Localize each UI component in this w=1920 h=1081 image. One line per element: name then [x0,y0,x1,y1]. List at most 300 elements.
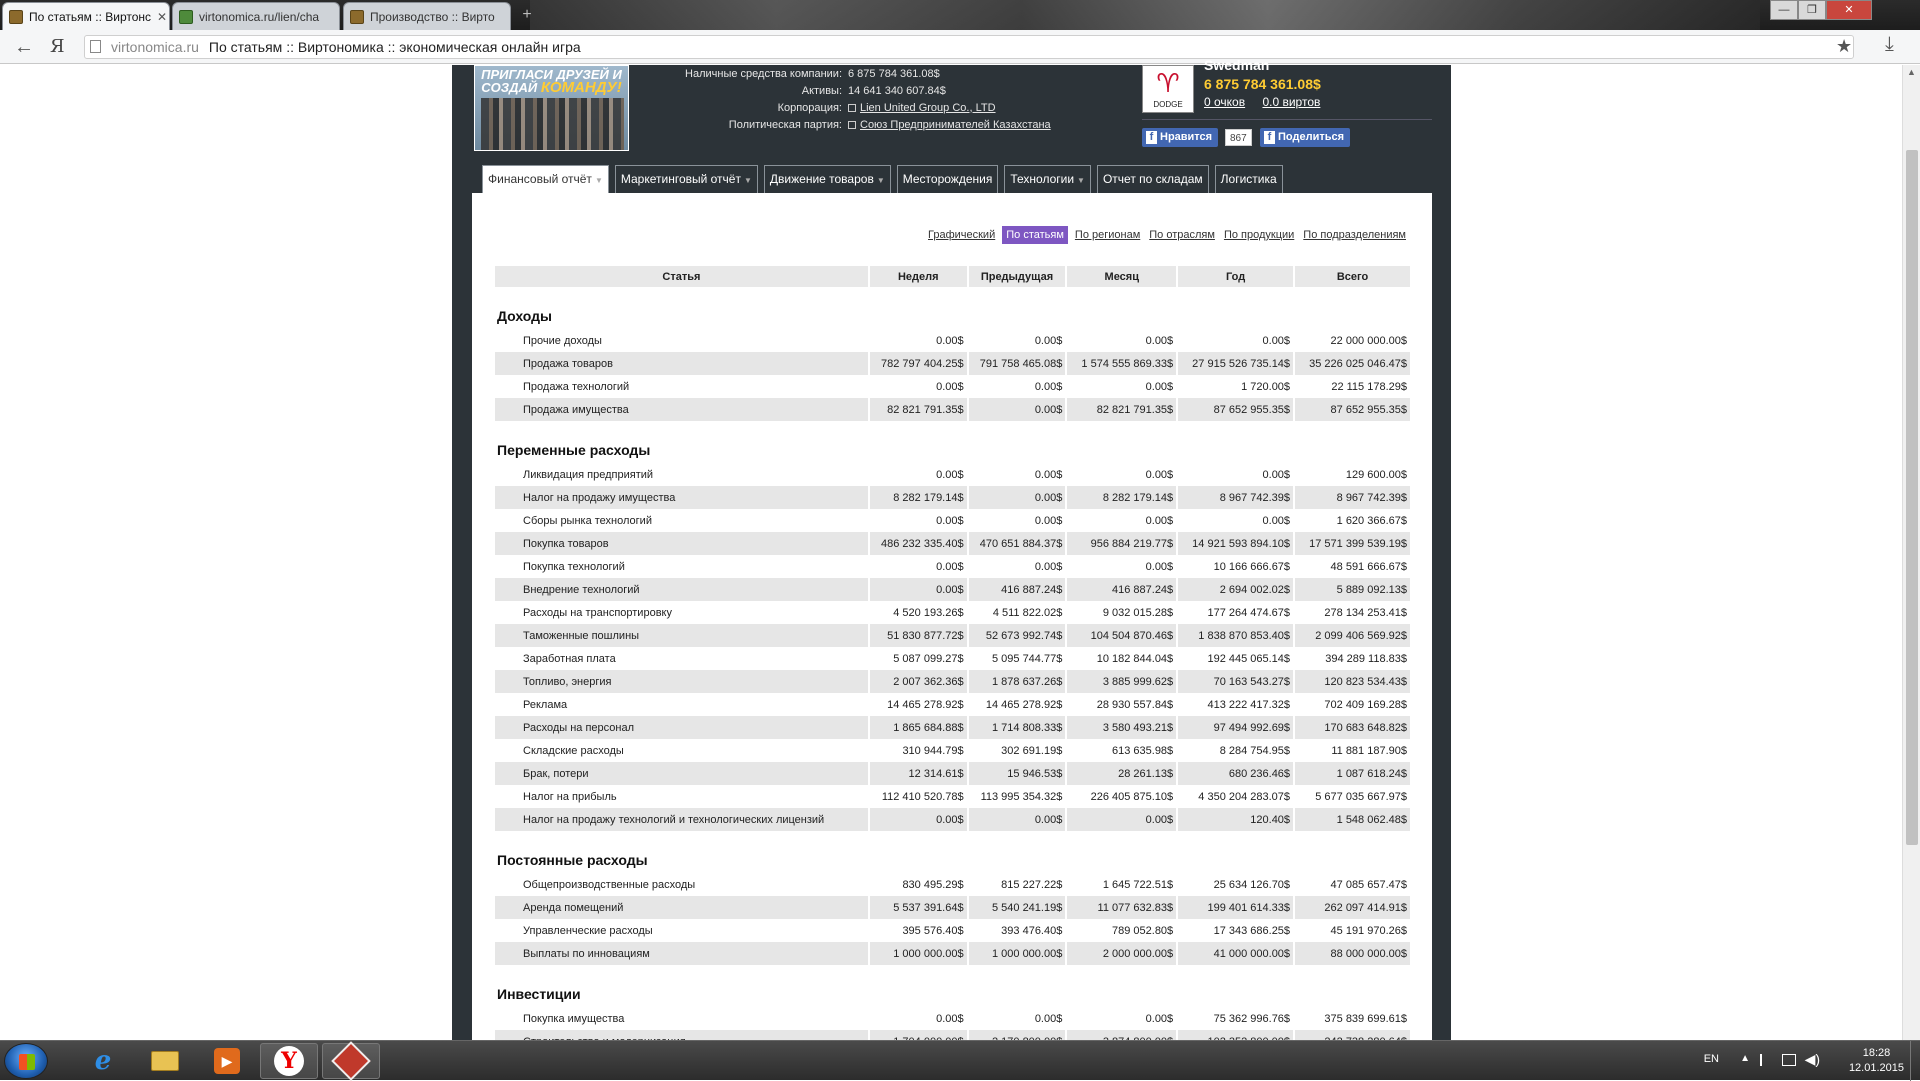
row-value: 0.00$ [969,486,1066,509]
row-value: 35 226 025 046.47$ [1295,352,1410,375]
row-label: Управленческие расходы [523,924,653,937]
row-value: 5 677 035 667.97$ [1315,790,1407,803]
row-value: 82 821 791.35$ [1067,398,1176,421]
row-value: 41 000 000.00$ [1178,942,1293,965]
row-value: 262 097 414.91$ [1295,896,1410,919]
report-content [472,193,1432,1043]
row-label: Налог на продажу имущества [495,486,868,509]
table-row [495,555,1410,578]
row-label: Продажа технологий [523,380,630,393]
info-label: Корпорация: [777,101,842,114]
section-title: Постоянные расходы [497,852,648,868]
browser-tab-bar [0,0,1920,30]
table-row [495,919,1410,942]
download-arrow-icon[interactable]: ⤓ [1885,33,1894,55]
row-value: 88 000 000.00$ [1295,942,1410,965]
row-value: 0.00$ [969,808,1066,831]
row-value: 393 476.40$ [1001,924,1063,937]
facebook-share-button[interactable] [1260,128,1350,147]
row-value: 0.00$ [1034,468,1063,481]
virtonomica-favicon-icon [9,10,23,24]
nav-tab[interactable] [1215,165,1283,193]
scroll-up-arrow-icon[interactable]: ▲ [1907,67,1916,77]
nav-tab[interactable] [1097,165,1209,193]
row-value: 17 571 399 539.19$ [1295,532,1410,555]
row-value: 416 887.24$ [969,578,1066,601]
internet-explorer-icon: e [94,1046,112,1076]
yandex-browser-button[interactable] [260,1043,318,1079]
row-label: Налог на прибыль [523,790,617,803]
game-app-button[interactable] [322,1043,380,1079]
row-value: 486 232 335.40$ [870,532,967,555]
row-label: Выплаты по инновациям [495,942,868,965]
row-value: 170 683 648.82$ [1295,716,1410,739]
company-info-row [652,82,1052,99]
info-label: Наличные средства компании: [685,67,842,80]
row-label: Расходы на персонал [495,716,868,739]
scroll-thumb[interactable] [1906,150,1918,845]
column-header[interactable]: Всего [1295,266,1410,287]
row-value: 48 591 666.67$ [1330,560,1407,573]
dropdown-caret-icon: ▼ [876,176,885,185]
row-value: 199 401 614.33$ [1178,896,1293,919]
row-value: 177 264 474.67$ [1207,606,1291,619]
column-header[interactable]: Предыдущая [969,266,1066,287]
table-row [495,398,1410,421]
row-value: 0.00$ [1262,334,1291,347]
row-value: 5 540 241.19$ [969,896,1066,919]
row-value: 113 995 354.32$ [980,790,1063,803]
row-value: 51 830 877.72$ [870,624,967,647]
windows-taskbar [0,1040,1920,1080]
section-title: Инвестиции [497,986,581,1002]
table-row [495,762,1410,785]
checkbox-icon [848,121,856,129]
row-value: 70 163 543.27$ [1178,670,1293,693]
row-value: 1 838 870 853.40$ [1178,624,1293,647]
row-value: 28 261.13$ [1067,762,1176,785]
row-value: 28 930 557.84$ [1096,698,1174,711]
clock-date: 12.01.2015 [1848,1062,1904,1074]
player-panel [1142,57,1432,155]
table-row [495,942,1410,965]
row-value: 4 511 822.02$ [992,606,1063,619]
row-value: 1 000 000.00$ [870,942,967,965]
row-value: 9 032 015.28$ [1102,606,1174,619]
points-link[interactable]: 0 очков [1204,95,1246,109]
player-stats [1204,95,1334,109]
row-value: 5 087 099.27$ [893,652,964,665]
network-icon[interactable] [1782,1054,1796,1066]
row-value: 4 520 193.26$ [893,606,964,619]
address-field[interactable] [84,35,1854,59]
row-value: 613 635.98$ [1112,744,1174,757]
table-row [495,785,1410,808]
like-count: 867 [1225,129,1252,146]
row-value: 11 881 187.90$ [1331,744,1407,757]
row-label: Налог на продажу технологий и технологических лицензий [495,808,868,831]
row-label: Прочие доходы [523,334,602,347]
table-row [495,670,1410,693]
row-value: 0.00$ [1145,468,1174,481]
row-value: 0.00$ [1067,808,1176,831]
folder-icon [151,1051,179,1071]
facebook-icon: f [1264,131,1275,144]
row-label: Таможенные пошлины [495,624,868,647]
dropdown-caret-icon: ▼ [743,176,752,185]
dropdown-caret-icon: ▼ [1077,176,1085,185]
row-value: 15 946.53$ [969,762,1066,785]
info-label: Активы: [801,84,842,97]
nav-tab[interactable] [1004,165,1091,193]
company-info-row [652,116,1052,133]
row-value: 0.00$ [870,578,967,601]
row-value: 10 182 844.04$ [1096,652,1174,665]
company-info-row [652,65,1052,82]
row-value: 1 000 000.00$ [969,942,1066,965]
row-value: 120 823 534.43$ [1295,670,1410,693]
system-tray [1680,1041,1920,1081]
row-value: 0.00$ [936,468,964,481]
row-value: 0.00$ [1034,514,1063,527]
row-value: 8 967 742.39$ [1295,486,1410,509]
row-value: 702 409 169.28$ [1324,698,1407,711]
view-link[interactable]: По статьям [1002,226,1068,244]
row-value: 5 537 391.64$ [870,896,967,919]
new-tab-button[interactable]: + [522,6,532,23]
clock[interactable] [1849,1046,1904,1076]
report-nav [482,165,1283,193]
divider [1142,119,1432,120]
site-container [452,57,1451,1040]
row-value: 2 694 002.02$ [1178,578,1293,601]
column-header[interactable]: Статья [495,266,868,287]
invite-friends-banner[interactable] [474,65,629,151]
view-link[interactable]: По отраслям [1149,229,1215,241]
table-row [495,486,1410,509]
row-value: 129 600.00$ [1345,468,1407,481]
row-value: 1 548 062.48$ [1295,808,1410,831]
row-label: Внедрение технологий [495,578,868,601]
table-row [495,329,1410,352]
table-row [495,739,1410,762]
minimize-button[interactable]: — [1770,0,1798,20]
row-value: 75 362 996.76$ [1213,1012,1291,1025]
logo-caption: DODGE [1153,100,1183,109]
row-value: 302 691.19$ [1001,744,1063,757]
nav-tab-label: Месторождения [902,172,993,186]
table-header-row [495,266,1410,287]
row-value: 8 284 754.95$ [1219,744,1291,757]
dropdown-caret-icon: ▼ [594,176,603,185]
row-value: 0.00$ [1034,380,1063,393]
row-value: 5 889 092.13$ [1295,578,1410,601]
table-row [495,509,1410,532]
row-label: Складские расходы [523,744,624,757]
window-background [530,0,1760,30]
nav-tab-label: Маркетинговый отчёт [620,172,741,186]
explorer-button[interactable] [136,1043,194,1079]
row-value: 192 445 065.14$ [1207,652,1291,665]
row-value: 789 052.80$ [1112,924,1174,937]
row-value: 0.00$ [1145,560,1174,573]
yandex-browser-icon: Y [274,1046,304,1076]
row-value: 8 967 742.39$ [1178,486,1293,509]
info-value: 6 875 784 361.08$ [848,67,940,80]
row-value: 8 282 179.14$ [870,486,967,509]
player-cash: 6 875 784 361.08$ [1204,76,1321,92]
info-link[interactable]: Lien United Group Co., LTD [860,101,996,114]
maximize-button[interactable]: ❐ [1798,0,1826,20]
row-value: 25 634 126.70$ [1213,878,1291,891]
info-value: 14 641 340 607.84$ [848,84,946,97]
row-value: 87 652 955.35$ [1178,398,1293,421]
row-value: 1 878 637.26$ [969,670,1066,693]
row-value: 104 504 870.46$ [1067,624,1176,647]
tab-virtonomica-articles[interactable] [2,2,170,30]
nav-tab[interactable] [482,165,609,193]
table-row [495,578,1410,601]
row-value: 1 714 808.33$ [969,716,1066,739]
row-value: 1 865 684.88$ [870,716,967,739]
close-window-button[interactable]: ✕ [1826,0,1872,20]
banner-line-3: КОМАНДУ! [540,79,622,96]
row-value: 14 921 593 894.10$ [1178,532,1293,555]
tab-virtonomica-lien[interactable] [172,2,340,30]
view-link[interactable]: По продукции [1223,229,1295,241]
row-value: 0.00$ [936,514,964,527]
row-value: 97 494 992.69$ [1178,716,1293,739]
nav-tab[interactable] [764,165,891,193]
row-value: 416 887.24$ [1067,578,1176,601]
section-row [495,965,1410,1007]
row-label: Продажа товаров [495,352,868,375]
clock-time: 18:28 [1862,1047,1891,1059]
tab-label: virtonomica.ru/lien/cha [199,9,320,24]
row-value: 120.40$ [1178,808,1293,831]
table-row [495,532,1410,555]
section-row [495,421,1410,463]
row-label: Заработная плата [523,652,616,665]
row-value: 1 645 722.51$ [1102,878,1174,891]
page-icon [90,40,101,53]
windows-logo-icon [19,1054,35,1070]
row-label: Ликвидация предприятий [523,468,654,481]
nav-tab[interactable] [897,165,999,193]
row-label: Покупка технологий [523,560,625,573]
player-name[interactable]: Swedman [1204,57,1270,73]
row-label: Общепроизводственные расходы [523,878,696,891]
facebook-like-button[interactable] [1142,128,1218,147]
nav-tab-label: Финансовый отчёт [488,172,592,186]
section-title: Доходы [497,308,552,324]
company-info-row [652,99,1052,116]
row-value: 17 343 686.25$ [1213,924,1291,937]
row-value: 1 620 366.67$ [1336,514,1407,527]
row-value: 10 166 666.67$ [1213,560,1291,573]
row-value: 310 944.79$ [902,744,964,757]
info-value [848,102,996,114]
company-logo[interactable] [1142,65,1194,113]
row-value: 2 000 000.00$ [1067,942,1176,965]
media-player-icon: ▶ [214,1048,240,1074]
view-link[interactable]: Графический [928,229,996,241]
column-header[interactable]: Неделя [870,266,967,287]
game-app-icon [331,1041,371,1081]
row-value: 1 574 555 869.33$ [1067,352,1176,375]
row-value: 226 405 875.10$ [1090,790,1174,803]
row-value: 0.00$ [936,380,964,393]
row-value: 375 839 699.61$ [1324,1012,1407,1025]
row-value: 2 007 362.36$ [870,670,967,693]
row-label: Расходы на транспортировку [523,606,672,619]
row-value: 0.00$ [1145,514,1174,527]
nav-tab-label: Логистика [1220,172,1277,186]
show-desktop-button[interactable] [1910,1041,1920,1081]
row-value: 5 095 744.77$ [991,652,1063,665]
yandex-logo-icon[interactable]: Я [50,36,65,57]
row-value: 0.00$ [1034,560,1063,573]
table-row [495,896,1410,919]
share-label: Поделиться [1278,131,1345,143]
banner-line-2: СОЗДАЙ [481,80,538,95]
row-value: 3 580 493.21$ [1067,716,1176,739]
row-label: Топливо, энергия [495,670,868,693]
row-value: 0.00$ [1145,380,1174,393]
section-row [495,831,1410,873]
volume-icon[interactable]: ◀) [1804,1051,1820,1067]
row-value: 11 077 632.83$ [1067,896,1176,919]
view-link[interactable]: По регионам [1074,229,1141,241]
row-value: 3 885 999.62$ [1067,670,1176,693]
row-value: 394 289 118.83$ [1325,652,1407,665]
row-value: 0.00$ [1262,468,1291,481]
table-row [495,716,1410,739]
tab-label: Производство :: Вирто [370,9,495,24]
media-player-button[interactable] [198,1043,256,1079]
table-row [495,693,1410,716]
row-value: 0.00$ [1034,334,1063,347]
row-value: 27 915 526 735.14$ [1178,352,1293,375]
table-row [495,1007,1410,1030]
row-value: 413 222 417.32$ [1207,698,1291,711]
virtonomica-favicon-icon [179,10,193,24]
row-value: 815 227.22$ [1001,878,1063,891]
view-switcher [926,226,1408,244]
row-value: 14 465 278.92$ [887,698,964,711]
info-value [848,119,1051,131]
info-label: Политическая партия: [728,118,842,131]
internet-explorer-button[interactable] [74,1043,132,1079]
row-value: 8 282 179.14$ [1067,486,1176,509]
column-header[interactable]: Год [1178,266,1293,287]
row-value: 0.00$ [969,398,1066,421]
language-indicator[interactable]: EN [1703,1053,1719,1065]
table-row [495,352,1410,375]
row-label: Покупка товаров [495,532,868,555]
ram-logo-icon: ♈ [1156,68,1180,98]
row-label: Аренда помещений [495,896,868,919]
row-value: 470 651 884.37$ [969,532,1066,555]
table-row [495,601,1410,624]
vertical-scrollbar[interactable] [1902,65,1920,1040]
row-value: 830 495.29$ [902,878,964,891]
row-value: 12 314.61$ [870,762,967,785]
row-value: 4 350 204 283.07$ [1198,790,1291,803]
section-title: Переменные расходы [497,442,651,458]
view-link[interactable]: По подразделениям [1303,229,1406,241]
row-value: 1 720.00$ [1241,380,1291,393]
row-value: 0.00$ [936,560,964,573]
row-value: 1 087 618.24$ [1295,762,1410,785]
row-label: Брак, потери [495,762,868,785]
page-viewport [0,57,1902,1040]
banner-text [475,66,628,94]
row-value: 112 410 520.78$ [881,790,964,803]
company-summary [652,65,1052,133]
row-value: 82 821 791.35$ [870,398,967,421]
row-value: 22 115 178.29$ [1331,380,1407,393]
banner-line-1: ПРИГЛАСИ ДРУЗЕЙ И [481,67,622,82]
row-value: 395 576.40$ [902,924,964,937]
row-value: 0.00$ [1034,1012,1063,1025]
virts-link[interactable]: 0.0 виртов [1262,95,1321,109]
nav-tab[interactable] [615,165,758,193]
bookmark-star-icon[interactable]: ★ [1836,36,1853,56]
row-value: 14 465 278.92$ [985,698,1063,711]
row-label: Продажа имущества [495,398,868,421]
table-row [495,647,1410,670]
column-header[interactable]: Месяц [1067,266,1176,287]
tab-label: По статьям :: Виртонс [29,9,152,24]
row-value: 0.00$ [936,1012,964,1025]
row-label: Покупка имущества [523,1012,625,1025]
like-label: Нравится [1160,131,1213,143]
row-label: Сборы рынка технологий [523,514,652,527]
checkbox-icon [848,104,856,112]
row-value: 0.00$ [870,808,967,831]
row-value: 0.00$ [1262,514,1291,527]
info-link[interactable]: Союз Предпринимателей Казахстана [860,118,1051,131]
row-value: 278 134 253.41$ [1324,606,1407,619]
back-arrow-icon[interactable]: ← [14,36,34,58]
nav-tab-label: Отчет по складам [1102,172,1203,186]
row-value: 87 652 955.35$ [1295,398,1410,421]
row-value: 680 236.46$ [1178,762,1293,785]
table-row [495,624,1410,647]
close-tab-icon[interactable]: ✕ [157,9,168,24]
table-row [495,463,1410,486]
row-label: Реклама [523,698,568,711]
finance-table [493,266,1412,1053]
team-photo [481,98,624,150]
table-row [495,375,1410,398]
tray-expand-icon[interactable]: ▲ [1740,1053,1750,1064]
row-value: 782 797 404.25$ [870,352,967,375]
row-value: 2 099 406 569.92$ [1295,624,1410,647]
tab-virtonomica-production[interactable] [343,2,511,30]
row-value: 22 000 000.00$ [1330,334,1407,347]
action-center-flag-icon[interactable] [1760,1054,1772,1066]
row-value: 956 884 219.77$ [1067,532,1176,555]
row-value: 45 191 970.26$ [1330,924,1407,937]
table-row [495,808,1410,831]
url-page-title: По статьям :: Виртономика :: экономическая онлайн игра [208,39,581,55]
start-button[interactable] [4,1043,48,1079]
row-value: 0.00$ [1145,1012,1174,1025]
virtonomica-favicon-icon [350,10,364,24]
row-value: 52 673 992.74$ [969,624,1066,647]
